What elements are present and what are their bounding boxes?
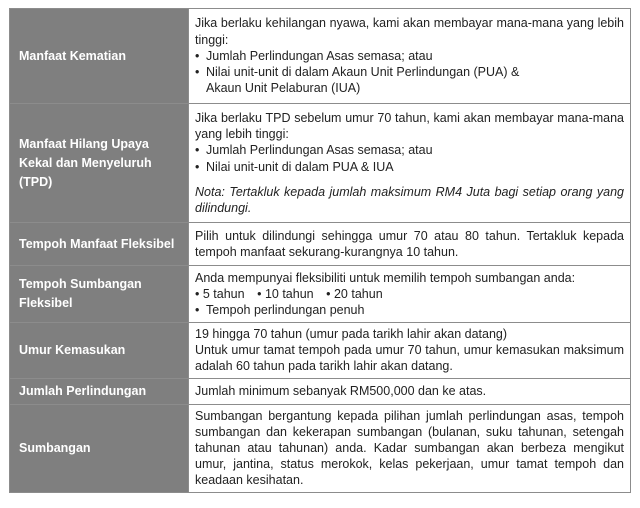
table-row-tempoh-manfaat [10,223,631,266]
row-intro: Jika berlaku kehilangan nyawa, kami akan membayar mana-mana yang lebih tinggi: [195,16,624,47]
row-content [189,9,631,104]
table-row-jumlah-perlindungan [10,378,631,404]
bullet-icon: • [326,286,331,301]
row-label: Sumbangan [10,404,189,492]
bullet-item: • Jumlah Perlindungan Asas semasa; atau [195,48,433,63]
bullet-item: • Tempoh perlindungan penuh [195,303,365,318]
bullet-continuation: Akaun Unit Pelaburan (IUA) [206,81,361,96]
row-intro: Anda mempunyai fleksibiliti untuk memilih tempoh sumbangan anda: [195,270,576,285]
row-label: Umur Kemasukan [10,323,189,379]
row-content: Jumlah minimum sebanyak RM500,000 dan ke atas. [189,378,631,404]
table-row-tpd [10,104,631,223]
row-label: Jumlah Perlindungan [10,378,189,404]
table-row-umur-kemasukan [10,323,631,379]
bullet-icon: • [195,65,200,80]
row-label: Manfaat Hilang Upaya Kekal dan Menyeluruh (TPD) [10,104,189,223]
product-features-table-container [9,8,631,493]
bullet-item: • 20 tahun [326,286,383,301]
bullet-item: • Jumlah Perlindungan Asas semasa; atau [195,143,433,158]
row-label: Tempoh Sumbangan Fleksibel [10,266,189,323]
row-content [189,266,631,323]
bullet-item: • 5 tahun [195,286,245,301]
table-row-manfaat-kematian [10,9,631,104]
row-text-line: 19 hingga 70 tahun (umur pada tarikh lahir akan datang) [195,327,508,341]
row-content: Sumbangan bergantung kepada pilihan jumlah perlindungan asas, tempoh sumbangan dan kekerapan sumbangan (bulanan, suku tahunan, setengah tahunan atau tahunan) anda. Kadar sumbangan akan berbeza mengikut umur, jantina, status merokok, kelas pekerjaan, umur tamat tempoh dan keadaan kesihatan. [189,404,631,492]
bullet-icon: • [195,48,200,63]
product-features-table [9,8,631,493]
row-content [189,104,631,223]
table-row-tempoh-sumbangan [10,266,631,323]
row-note: Nota: Tertakluk kepada jumlah maksimum RM4 Juta bagi setiap orang yang dilindungi. [195,184,624,215]
row-intro: Jika berlaku TPD sebelum umur 70 tahun, kami akan membayar mana-mana yang lebih tinggi: [195,110,624,142]
bullet-icon: • [257,286,262,301]
row-content: Pilih untuk dilindungi sehingga umur 70 atau 80 tahun. Tertakluk kepada tempoh manfaat sekurang-kurangnya 10 tahun. [189,223,631,266]
inline-bullet-list [195,286,624,302]
row-text-line: Untuk umur tamat tempoh pada umur 70 tahun, umur kemasukan maksimum adalah 60 tahun pada tarikh lahir akan datang. [195,343,624,374]
row-content [189,323,631,379]
bullet-icon: • [195,303,200,318]
table-row-sumbangan [10,404,631,492]
bullet-icon: • [195,143,200,158]
bullet-item: • Nilai unit-unit di dalam PUA & IUA [195,159,394,174]
bullet-item: • 10 tahun [257,286,314,301]
bullet-item: • Nilai unit-unit di dalam Akaun Unit Perlindungan (PUA) & [195,65,520,80]
bullet-icon: • [195,286,200,301]
bullet-icon: • [195,159,200,174]
row-label: Tempoh Manfaat Fleksibel [10,223,189,266]
row-label: Manfaat Kematian [10,9,189,104]
